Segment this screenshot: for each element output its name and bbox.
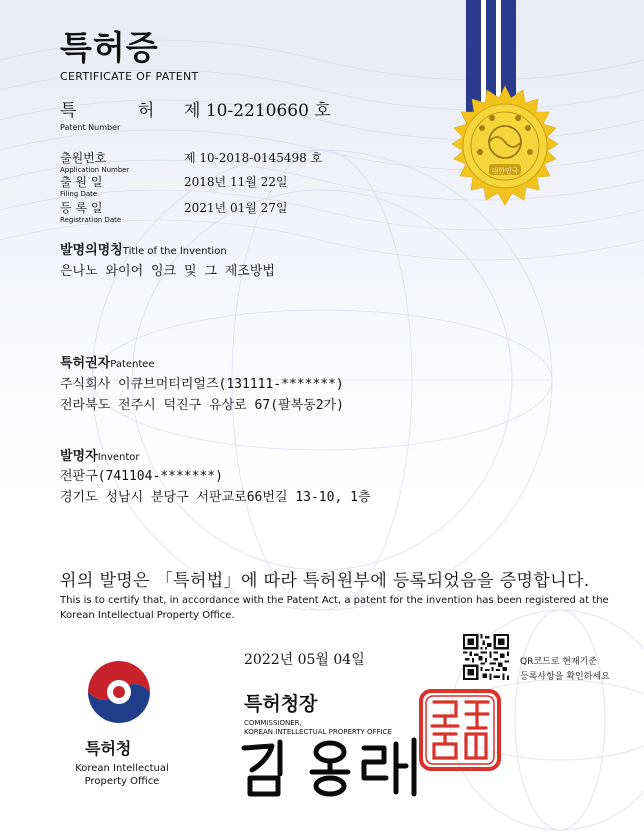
invention-name: 은나노 와이어 잉크 및 그 제조방법 bbox=[60, 264, 275, 279]
certification-statement-en: This is to certify that, in accordance with the Patent Act, a patent for the invention has been registered at the Korean Intellectual Property Office. bbox=[60, 595, 609, 621]
certificate-subtitle: CERTIFICATE OF PATENT bbox=[60, 70, 199, 83]
filing-date-value: 2018년 11월 22일 bbox=[184, 175, 288, 189]
patent-number-label-en: Patent Number bbox=[60, 123, 121, 132]
filing-date-label-en: Filing Date bbox=[60, 190, 98, 198]
application-number-label: 출원번호 bbox=[60, 151, 107, 165]
invention-heading-en: Title of the Invention bbox=[122, 246, 227, 257]
kipo-name-en bbox=[62, 762, 182, 788]
registration-date-label: 등 록 일 bbox=[60, 201, 103, 215]
application-number-label-en: Application Number bbox=[60, 166, 130, 174]
commissioner-red-seal bbox=[418, 688, 502, 772]
inventor-heading bbox=[60, 445, 140, 464]
patentee-address: 전라북도 전주시 덕진구 유상로 67(팔복동2가) bbox=[60, 398, 344, 413]
kipo-name-en-line1: Korean Intellectual bbox=[75, 763, 169, 774]
certification-statement-ko: 위의 발명은 「특허법」에 따라 특허원부에 등록되었음을 증명합니다. bbox=[60, 571, 590, 591]
patentee-heading-ko: 특허권자 bbox=[60, 356, 111, 371]
qr-note bbox=[520, 655, 610, 685]
patent-number-value: 제 10-2210660 호 bbox=[184, 101, 331, 121]
commissioner-title-en bbox=[244, 719, 392, 737]
commissioner-signature bbox=[238, 736, 428, 798]
inventor-name: 전판구(741104-*******) bbox=[60, 469, 223, 484]
invention-heading-ko: 발명의명칭 bbox=[60, 243, 123, 258]
gold-seal-text: 대한민국 bbox=[491, 167, 519, 175]
qr-note-line2: 등록사항을 확인하세요 bbox=[520, 672, 610, 682]
kipo-name-en-line2: Property Office bbox=[84, 776, 160, 787]
inventor-heading-en: Inventor bbox=[97, 452, 140, 463]
certificate-title: 특허증 bbox=[60, 28, 159, 67]
patent-number-label: 특 허 bbox=[60, 101, 183, 121]
gold-seal bbox=[440, 84, 570, 214]
registration-date-label-en: Registration Date bbox=[60, 216, 122, 224]
qr-note-line1: QR코드로 현재기준 bbox=[520, 657, 598, 667]
commissioner-title-ko: 특허청장 bbox=[244, 693, 318, 715]
commissioner-title-en-line2: KOREAN INTELLECTUAL PROPERTY OFFICE bbox=[244, 728, 392, 736]
red-seal-text: 특허청장인 bbox=[457, 768, 463, 769]
qr-code-icon[interactable] bbox=[463, 634, 509, 680]
commissioner-title-en-line1: COMMISSIONER, bbox=[244, 719, 302, 727]
kipo-logo-icon bbox=[78, 652, 160, 730]
inventor-heading-ko: 발명자 bbox=[60, 449, 98, 464]
patentee-name: 주식회사 이큐브머티리얼즈(131111-*******) bbox=[60, 377, 344, 392]
registration-date-value: 2021년 01월 27일 bbox=[184, 201, 288, 215]
kipo-name-ko: 특허청 bbox=[85, 739, 132, 758]
invention-heading bbox=[60, 239, 227, 258]
inventor-address: 경기도 성남시 분당구 서판교로66번길 13-10, 1층 bbox=[60, 490, 371, 505]
application-number-value: 제 10-2018-0145498 호 bbox=[184, 151, 323, 165]
issue-date: 2022년 05월 04일 bbox=[244, 652, 365, 668]
patentee-heading bbox=[60, 352, 155, 371]
patentee-heading-en: Patentee bbox=[110, 359, 155, 370]
filing-date-label: 출 원 일 bbox=[60, 175, 103, 189]
